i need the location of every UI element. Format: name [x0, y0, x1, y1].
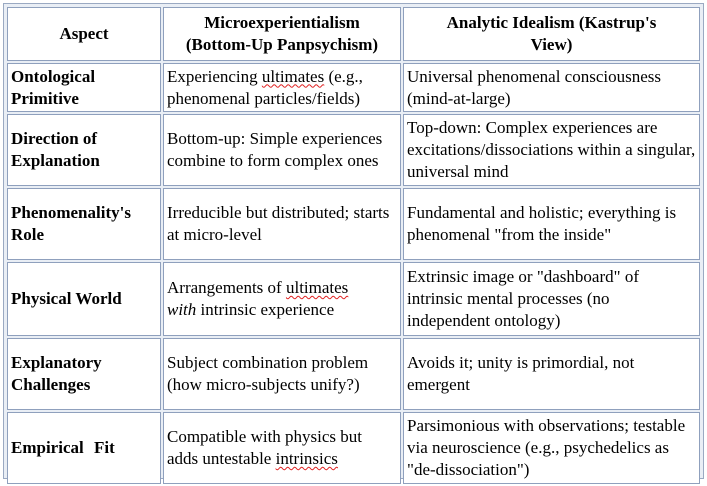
table-row: [7, 412, 700, 484]
header-analytic-idealism: [403, 7, 700, 61]
comparison-table-frame: [3, 3, 704, 479]
row-micro: [163, 262, 401, 336]
micro-text-b: ultimates: [261, 66, 325, 86]
micro-text-a: Arrangements of: [167, 278, 286, 297]
aspect-line2: Role: [11, 225, 45, 244]
header-idealism-line2: View): [530, 35, 573, 54]
row-aspect: [7, 262, 161, 336]
header-idealism-line1: Analytic Idealism (Kastrup's: [446, 13, 657, 32]
aspect-line2: Primitive: [11, 88, 79, 108]
row-micro: [163, 338, 401, 410]
idealism-text: Avoids it; unity is primordial, not emergent: [407, 353, 635, 394]
idealism-text: Top-down: Complex experiences are excitations/dissociations within a singular, universal mind: [407, 118, 696, 181]
aspect-text: Empirical Fit: [11, 438, 115, 457]
header-aspect-text: Aspect: [59, 24, 109, 43]
aspect-line1: Phenomenality's: [11, 203, 131, 222]
row-micro: [163, 63, 401, 112]
row-micro: [163, 188, 401, 260]
micro-text-b: ultimates: [285, 278, 349, 297]
micro-text-a: Experiencing: [167, 66, 262, 86]
table-row: [7, 262, 700, 336]
row-aspect: [7, 114, 161, 186]
micro-text: Irreducible but distributed; starts at micro-level: [167, 203, 390, 244]
idealism-text: Universal phenomenal consciousness (mind-at-large): [407, 66, 661, 108]
row-idealism: [403, 63, 700, 112]
aspect-line1: Direction of: [11, 129, 98, 148]
row-idealism: [403, 412, 700, 484]
micro-text-c: (e.g., phenomenal particles/fields): [167, 66, 363, 108]
row-idealism: [403, 188, 700, 260]
row-aspect: [7, 412, 161, 484]
micro-text-b: intrinsics: [275, 449, 338, 468]
row-micro: [163, 412, 401, 484]
aspect-line1: Ontological: [11, 66, 96, 86]
micro-text: Subject combination problem (how micro-subjects unify?): [167, 353, 369, 394]
comparison-table: [5, 5, 702, 486]
row-aspect: [7, 338, 161, 410]
micro-text: Bottom-up: Simple experiences combine to form complex ones: [167, 129, 383, 170]
header-aspect: [7, 7, 161, 61]
idealism-text: Fundamental and holistic; everything is phenomenal "from the inside": [407, 203, 677, 244]
idealism-text: Parsimonious with observations; testable via neuroscience (e.g., psychedelics as "de-dissociation"): [407, 416, 686, 479]
row-idealism: [403, 262, 700, 336]
header-micro-line2: (Bottom-Up Panpsychism): [185, 35, 379, 54]
header-micro-line1: Microexperientialism: [204, 13, 360, 32]
table-row: [7, 114, 700, 186]
header-microexperientialism: [163, 7, 401, 61]
aspect-line2: Explanation: [11, 151, 100, 170]
row-micro: [163, 114, 401, 186]
row-aspect: [7, 188, 161, 260]
table-row: [7, 338, 700, 410]
micro-text-a: Compatible with physics but adds untestable: [167, 427, 363, 468]
aspect-line2: Challenges: [11, 375, 91, 394]
micro-text-italic: with: [167, 300, 197, 319]
micro-text-d: intrinsic experience: [196, 300, 335, 319]
table-row: [7, 63, 700, 112]
row-idealism: [403, 114, 700, 186]
aspect-text: Physical World: [11, 289, 122, 308]
idealism-text: Extrinsic image or "dashboard" of intrinsic mental processes (no independent ontology): [407, 267, 639, 330]
row-idealism: [403, 338, 700, 410]
aspect-line1: Explanatory: [11, 353, 102, 372]
row-aspect: [7, 63, 161, 112]
table-row: [7, 188, 700, 260]
header-row: [7, 7, 700, 61]
